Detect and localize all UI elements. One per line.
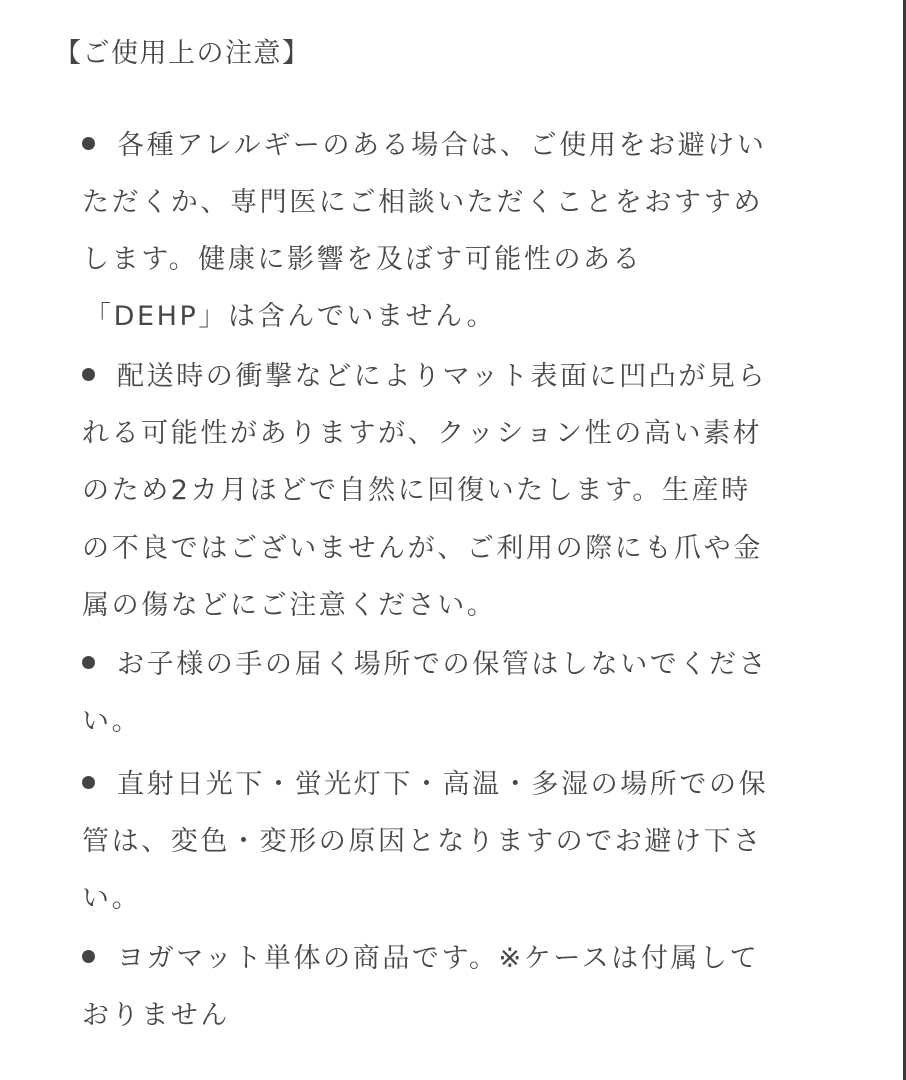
item-text: 配送時の衝撃などによりマット表面に凹凸が見ら: [117, 361, 768, 392]
item-text-line: 管は、変色・変形の原因となりますのでお避け下さ: [82, 826, 763, 857]
list-item: [82, 937, 759, 981]
bullet-icon: [82, 950, 95, 963]
item-text: 各種アレルギーのある場合は、ご使用をお避けい: [117, 130, 767, 161]
list-item: [82, 763, 768, 807]
list-item: [82, 124, 766, 168]
item-text-line: れる可能性がありますが、クッション性の高い素材: [82, 418, 763, 449]
bullet-icon: [82, 137, 95, 150]
bullet-icon: [82, 368, 95, 381]
section-heading: 【ご使用上の注意】: [54, 38, 311, 69]
item-text-line: い。: [82, 883, 142, 914]
item-text-line: い。: [82, 706, 142, 737]
list-item: [82, 355, 767, 399]
item-text: 直射日光下・蛍光灯下・高温・多湿の場所での保: [117, 769, 769, 800]
bullet-icon: [82, 776, 95, 789]
item-text-line: のため2カ月ほどで自然に回復いたします。生産時: [82, 475, 751, 506]
item-text: お子様の手の届く場所での保管はしないでくださ: [117, 649, 769, 680]
item-text-line: の不良ではございませんが、ご利用の際にも爪や金: [82, 533, 763, 564]
item-text: ヨガマット単体の商品です。※ケースは付属して: [117, 943, 760, 974]
item-text-line: します。健康に影響を及ぼす可能性のある: [82, 244, 643, 275]
item-text-line: おりません: [82, 1000, 230, 1031]
bullet-icon: [82, 656, 95, 669]
item-text-line: 「DEHP」は含んでいません。: [84, 301, 497, 332]
item-text-line: 属の傷などにご注意ください。: [82, 590, 497, 621]
list-item: [82, 643, 768, 687]
item-text-line: ただくか、専門医にご相談いただくことをおすすめ: [82, 187, 764, 218]
